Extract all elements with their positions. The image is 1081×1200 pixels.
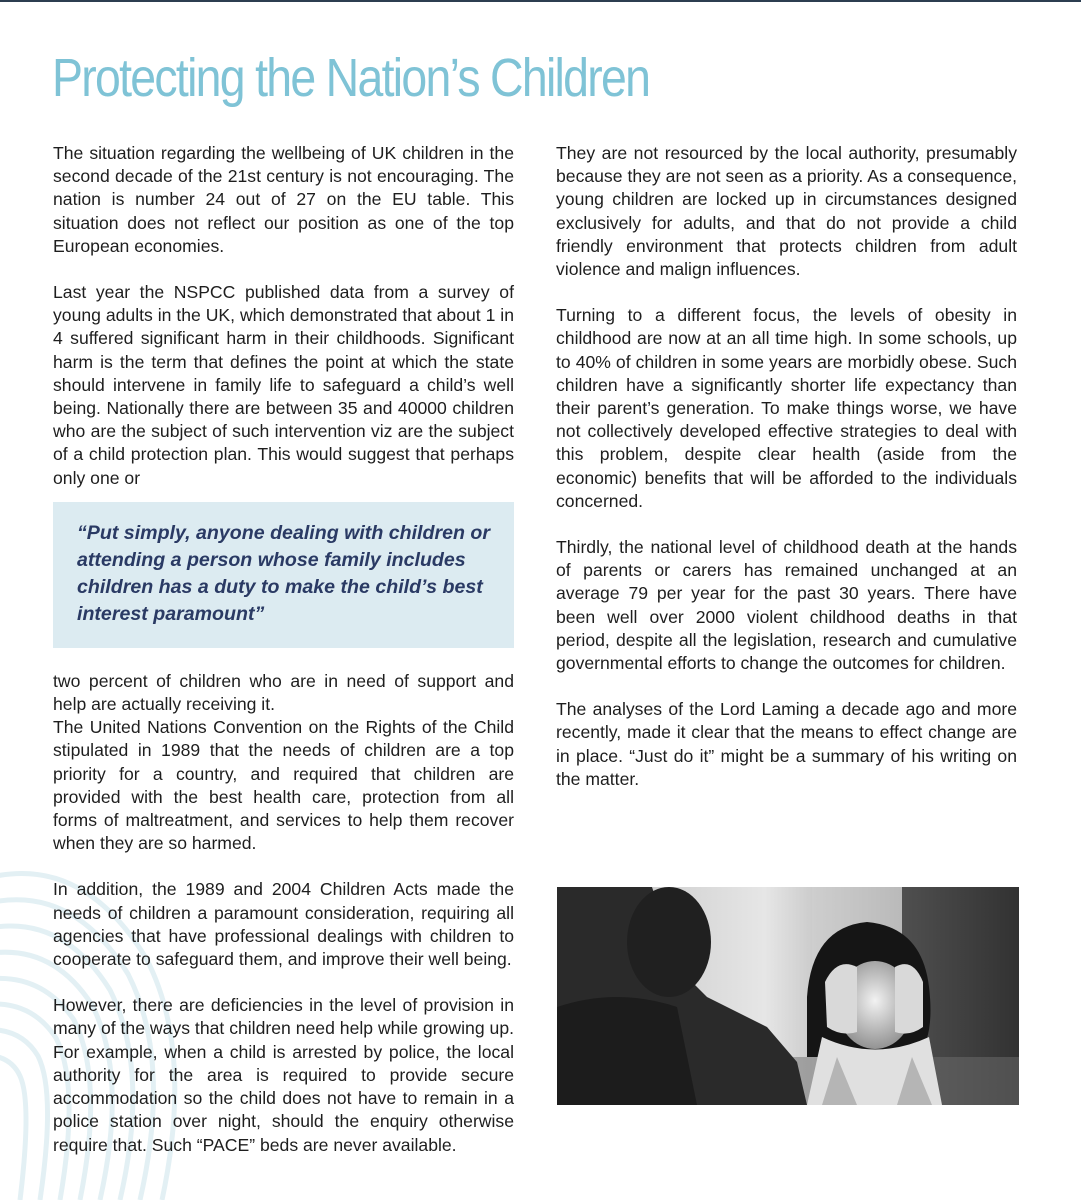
right-column bbox=[556, 142, 1017, 791]
page-title: Protecting the Nation’s Children bbox=[52, 48, 650, 108]
left-paragraph-3: The United Nations Convention on the Rights of the Child stipulated in 1989 that the needs of children are a top priority for a country, and required that children are provided with the best health care, protection from all forms of maltreatment, and services to help them recover when they are so harmed. bbox=[53, 717, 514, 854]
right-paragraph-2: Turning to a different focus, the levels of obesity in childhood are now at an all time high. In some schools, up to 40% of children in some years are morbidly obese. Such children have a significantly shorter life expectancy than their parent’s generation. To make things worse, we have not collectively developed effective strategies to deal with this problem, despite clear health (aside from the economic) benefits that will be afforded to the individuals concerned. bbox=[556, 305, 1017, 511]
left-paragraph-2-continued: two percent of children who are in need of support and help are actually receiving it. bbox=[53, 670, 514, 715]
left-paragraph-2: Last year the NSPCC published data from a survey of young adults in the UK, which demonstrated that about 1 in 4 suffered significant harm in their childhoods. Significant harm is the term that defines the point at which the state should intervene in family life to safeguard a child’s well being. Nationally there are between 35 and 40000 children who are the subject of such intervention viz are the subject of a child protection plan. This would suggest that perhaps only one or bbox=[53, 282, 514, 488]
left-column bbox=[53, 142, 514, 1157]
right-paragraph-1: They are not resourced by the local authority, presumably because they are not seen as a priority. As a consequence, young children are locked up in circumstances designed exclusively for adults, and that do not provide a child friendly environment that protects children from adult violence and malign influences. bbox=[556, 143, 1017, 280]
right-paragraph-4: The analyses of the Lord Laming a decade ago and more recently, made it clear that the means to effect change are in place. “Just do it” might be a summary of his writing on the matter. bbox=[556, 699, 1017, 789]
left-paragraph-1: The situation regarding the wellbeing of UK children in the second decade of the 21st century is not encouraging. The nation is number 24 out of 27 on the EU table. This situation does not reflect our position as one of the top European economies. bbox=[53, 143, 514, 256]
left-paragraph-4: In addition, the 1989 and 2004 Children Acts made the needs of children a paramount consideration, requiring all agencies that have professional dealings with children to cooperate to safeguard them, and improve their well being. bbox=[53, 879, 514, 970]
child-shadow-photo bbox=[557, 887, 1019, 1105]
top-rule bbox=[0, 0, 1081, 2]
pullquote-box bbox=[53, 502, 514, 648]
pullquote-text: “Put simply, anyone dealing with children or attending a person whose family includes children has a duty to make the child’s best interest paramount” bbox=[77, 521, 490, 625]
left-paragraph-5: However, there are deficiencies in the level of provision in many of the ways that children need help while growing up. For example, when a child is arrested by police, the local authority for the area is required to provide secure accommodation so the child does not have to remain in a police station over night, should the enquiry otherwise require that. Such “PACE” beds are never available. bbox=[53, 995, 514, 1155]
right-paragraph-3: Thirdly, the national level of childhood death at the hands of parents or carers has remained unchanged at an average 79 per year for the past 30 years. There have been well over 2000 violent childhood deaths in that period, despite all the legislation, research and cumulative governmental efforts to change the outcomes for children. bbox=[556, 537, 1017, 674]
